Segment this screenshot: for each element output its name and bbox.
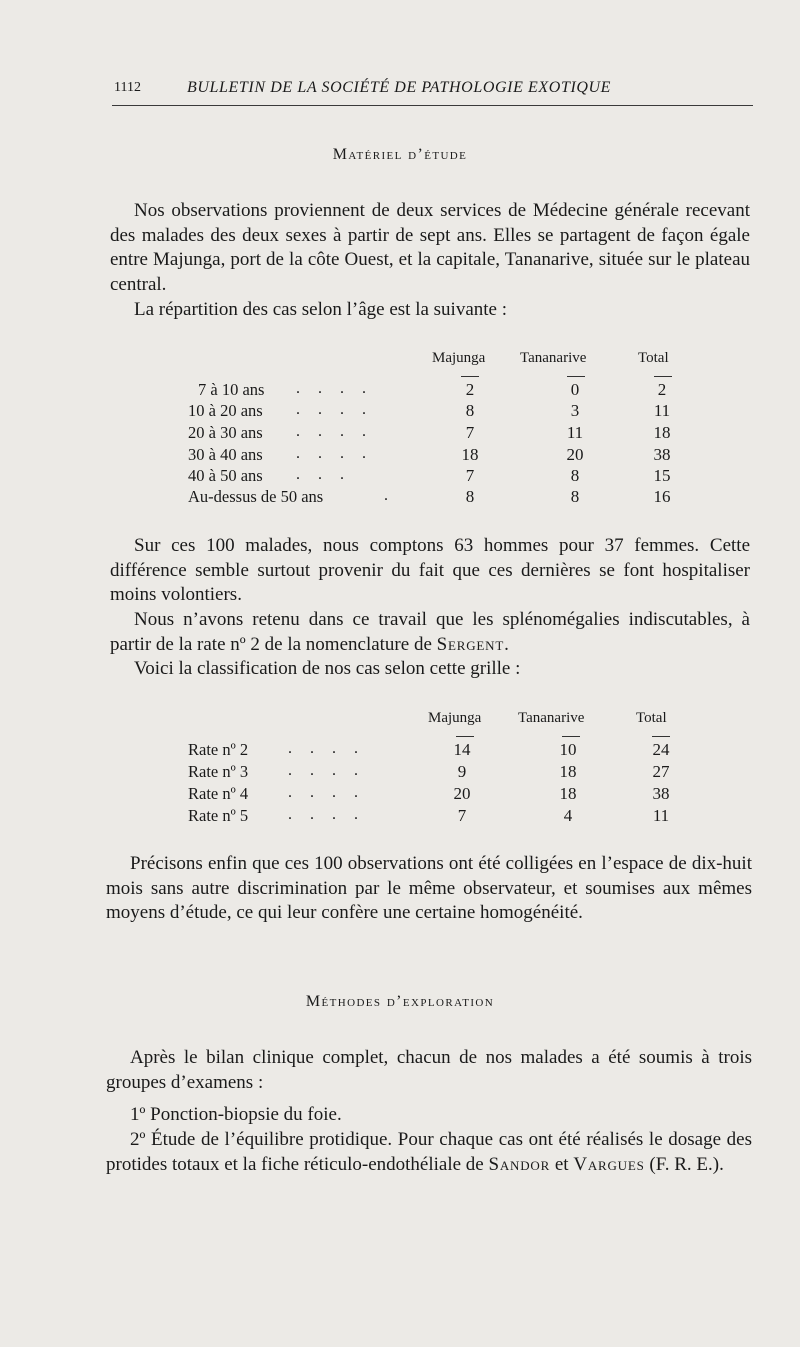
list-item-ponction-text: 1º Ponction-biopsie du foie. <box>130 1104 342 1125</box>
column-dash <box>652 736 670 737</box>
table-row <box>188 487 708 509</box>
paragraph-precisions-text: Précisons enfin que ces 100 observations ont été colligées en l’espace de dix-huit mois sans autre discrimination par le même observateur, et soumises aux mêmes moyens d’étude, ce qui leur confère une certaine homogénéité. <box>106 853 752 923</box>
section-heading-methodes: Méthodes d’exploration <box>305 993 495 1010</box>
paragraph-splenomegalies <box>110 608 750 657</box>
rate-classification-table <box>188 710 708 830</box>
running-header <box>114 76 754 100</box>
cell-majunga: 18 <box>461 445 479 464</box>
list-item-equilibre-text: 2º Étude de l’équilibre protidique. Pour chaque cas ont été réalisés le dosage des protides totaux et la fiche réticulo-endothéliale de <box>106 1129 752 1175</box>
row-label: Rate nº 3 <box>188 762 249 781</box>
cell-majunga: 2 <box>465 380 475 399</box>
cell-tananarive: 0 <box>570 380 580 399</box>
column-dash <box>567 376 585 377</box>
table-row <box>188 445 708 467</box>
row-leader-dots: . . . . <box>296 445 373 462</box>
cell-tananarive: 11 <box>566 423 584 442</box>
cell-majunga: 8 <box>465 401 475 420</box>
cell-total: 16 <box>653 487 671 506</box>
row-leader-dots: . <box>384 487 395 504</box>
cell-tananarive: 8 <box>570 487 580 506</box>
cell-majunga: 14 <box>453 740 471 759</box>
page-number: 1112 <box>114 80 141 95</box>
cell-total: 11 <box>652 806 670 825</box>
row-leader-dots: . . . . <box>296 380 373 397</box>
column-header-majunga: Majunga <box>432 350 486 366</box>
author-sergent: Sergent <box>436 633 505 655</box>
column-dash <box>461 376 479 377</box>
row-leader-dots: . . . . <box>288 784 365 801</box>
row-label: 30 à 40 ans <box>188 445 263 464</box>
column-dash <box>562 736 580 737</box>
cell-tananarive: 18 <box>559 784 577 803</box>
cell-total: 38 <box>653 445 671 464</box>
column-header-total: Total <box>638 350 669 366</box>
list-item-equilibre-end: (F. R. E.). <box>649 1153 724 1175</box>
paragraph-bilan-text: Après le bilan clinique complet, chacun de nos malades a été soumis à trois groupes d’examens : <box>106 1047 752 1093</box>
column-dash <box>654 376 672 377</box>
cell-tananarive: 18 <box>559 762 577 781</box>
paragraph-observations-text: Nos observations proviennent de deux services de Médecine générale recevant des malades des deux sexes à partir de sept ans. Elles se partagent de façon égale entre Majunga, port de la côte Ouest, et la capitale, Tananarive, située sur le plateau central. <box>110 200 750 295</box>
row-leader-dots: . . . . <box>296 401 373 418</box>
cell-total: 38 <box>652 784 670 803</box>
paragraph-splenomegalies-text: Nous n’avons retenu dans ce travail que les splénomégalies indiscutables, à partir de la rate nº 2 de la nomenclature de <box>110 609 750 655</box>
paragraph-classification-text: Voici la classification de nos cas selon cette grille : <box>134 658 521 679</box>
paragraph-splenomegalies-end: . <box>504 633 509 655</box>
table-row <box>188 466 708 488</box>
author-sandor: Sandor <box>488 1153 551 1175</box>
cell-majunga: 7 <box>465 466 475 485</box>
conjunction: et <box>554 1153 569 1175</box>
cell-majunga: 8 <box>465 487 475 506</box>
row-leader-dots: . . . . <box>288 740 365 757</box>
table-row <box>188 762 708 784</box>
row-label: 10 à 20 ans <box>188 401 263 420</box>
row-label: Rate nº 4 <box>188 784 249 803</box>
paragraph-observations <box>110 199 750 297</box>
table-row <box>188 784 708 806</box>
column-dash <box>456 736 474 737</box>
list-item-equilibre <box>106 1128 752 1177</box>
paragraph-repartition <box>110 298 750 323</box>
row-label: Rate nº 5 <box>188 806 249 825</box>
row-leader-dots: . . . . <box>288 806 365 823</box>
cell-majunga: 7 <box>457 806 467 825</box>
row-leader-dots: . . . . <box>296 423 373 440</box>
column-header-tananarive: Tananarive <box>518 710 585 726</box>
cell-total: 15 <box>653 466 671 485</box>
paragraph-bilan <box>106 1046 752 1095</box>
cell-total: 2 <box>657 380 667 399</box>
column-header-majunga: Majunga <box>428 710 482 726</box>
paragraph-sexes <box>110 534 750 608</box>
table-row <box>188 401 708 423</box>
cell-total: 24 <box>652 740 670 759</box>
cell-tananarive: 20 <box>566 445 584 464</box>
journal-title: BULLETIN DE LA SOCIÉTÉ DE PATHOLOGIE EXOTIQUE <box>187 79 612 96</box>
row-label: 20 à 30 ans <box>188 423 263 442</box>
table-row <box>188 423 708 445</box>
cell-tananarive: 8 <box>570 466 580 485</box>
table-row <box>188 380 708 402</box>
column-header-total: Total <box>636 710 667 726</box>
cell-tananarive: 10 <box>559 740 577 759</box>
table-row <box>188 740 708 762</box>
list-item-ponction <box>106 1103 752 1128</box>
section-heading-materiel: Matériel d’étude <box>332 146 468 163</box>
row-leader-dots: . . . <box>296 466 351 483</box>
paragraph-sexes-text: Sur ces 100 malades, nous comptons 63 hommes pour 37 femmes. Cette différence semble surtout provenir du fait que ces dernières se font hospitaliser moins volontiers. <box>110 535 750 605</box>
paragraph-repartition-text: La répartition des cas selon l’âge est la suivante : <box>134 299 508 320</box>
row-leader-dots: . . . . <box>288 762 365 779</box>
cell-total: 18 <box>653 423 671 442</box>
age-distribution-table <box>188 350 708 510</box>
row-label: 40 à 50 ans <box>188 466 263 485</box>
author-vargues: Vargues <box>573 1153 645 1175</box>
row-label: Rate nº 2 <box>188 740 249 759</box>
column-header-tananarive: Tananarive <box>520 350 587 366</box>
cell-tananarive: 3 <box>570 401 580 420</box>
cell-total: 27 <box>652 762 670 781</box>
table-row <box>188 806 708 828</box>
cell-tananarive: 4 <box>563 806 573 825</box>
row-label: 7 à 10 ans <box>198 380 265 399</box>
cell-majunga: 20 <box>453 784 471 803</box>
row-label: Au-dessus de 50 ans <box>188 487 324 506</box>
paragraph-precisions <box>106 852 752 926</box>
paragraph-classification <box>110 657 750 682</box>
cell-majunga: 9 <box>457 762 467 781</box>
cell-total: 11 <box>653 401 671 420</box>
header-rule <box>112 105 753 106</box>
cell-majunga: 7 <box>465 423 475 442</box>
